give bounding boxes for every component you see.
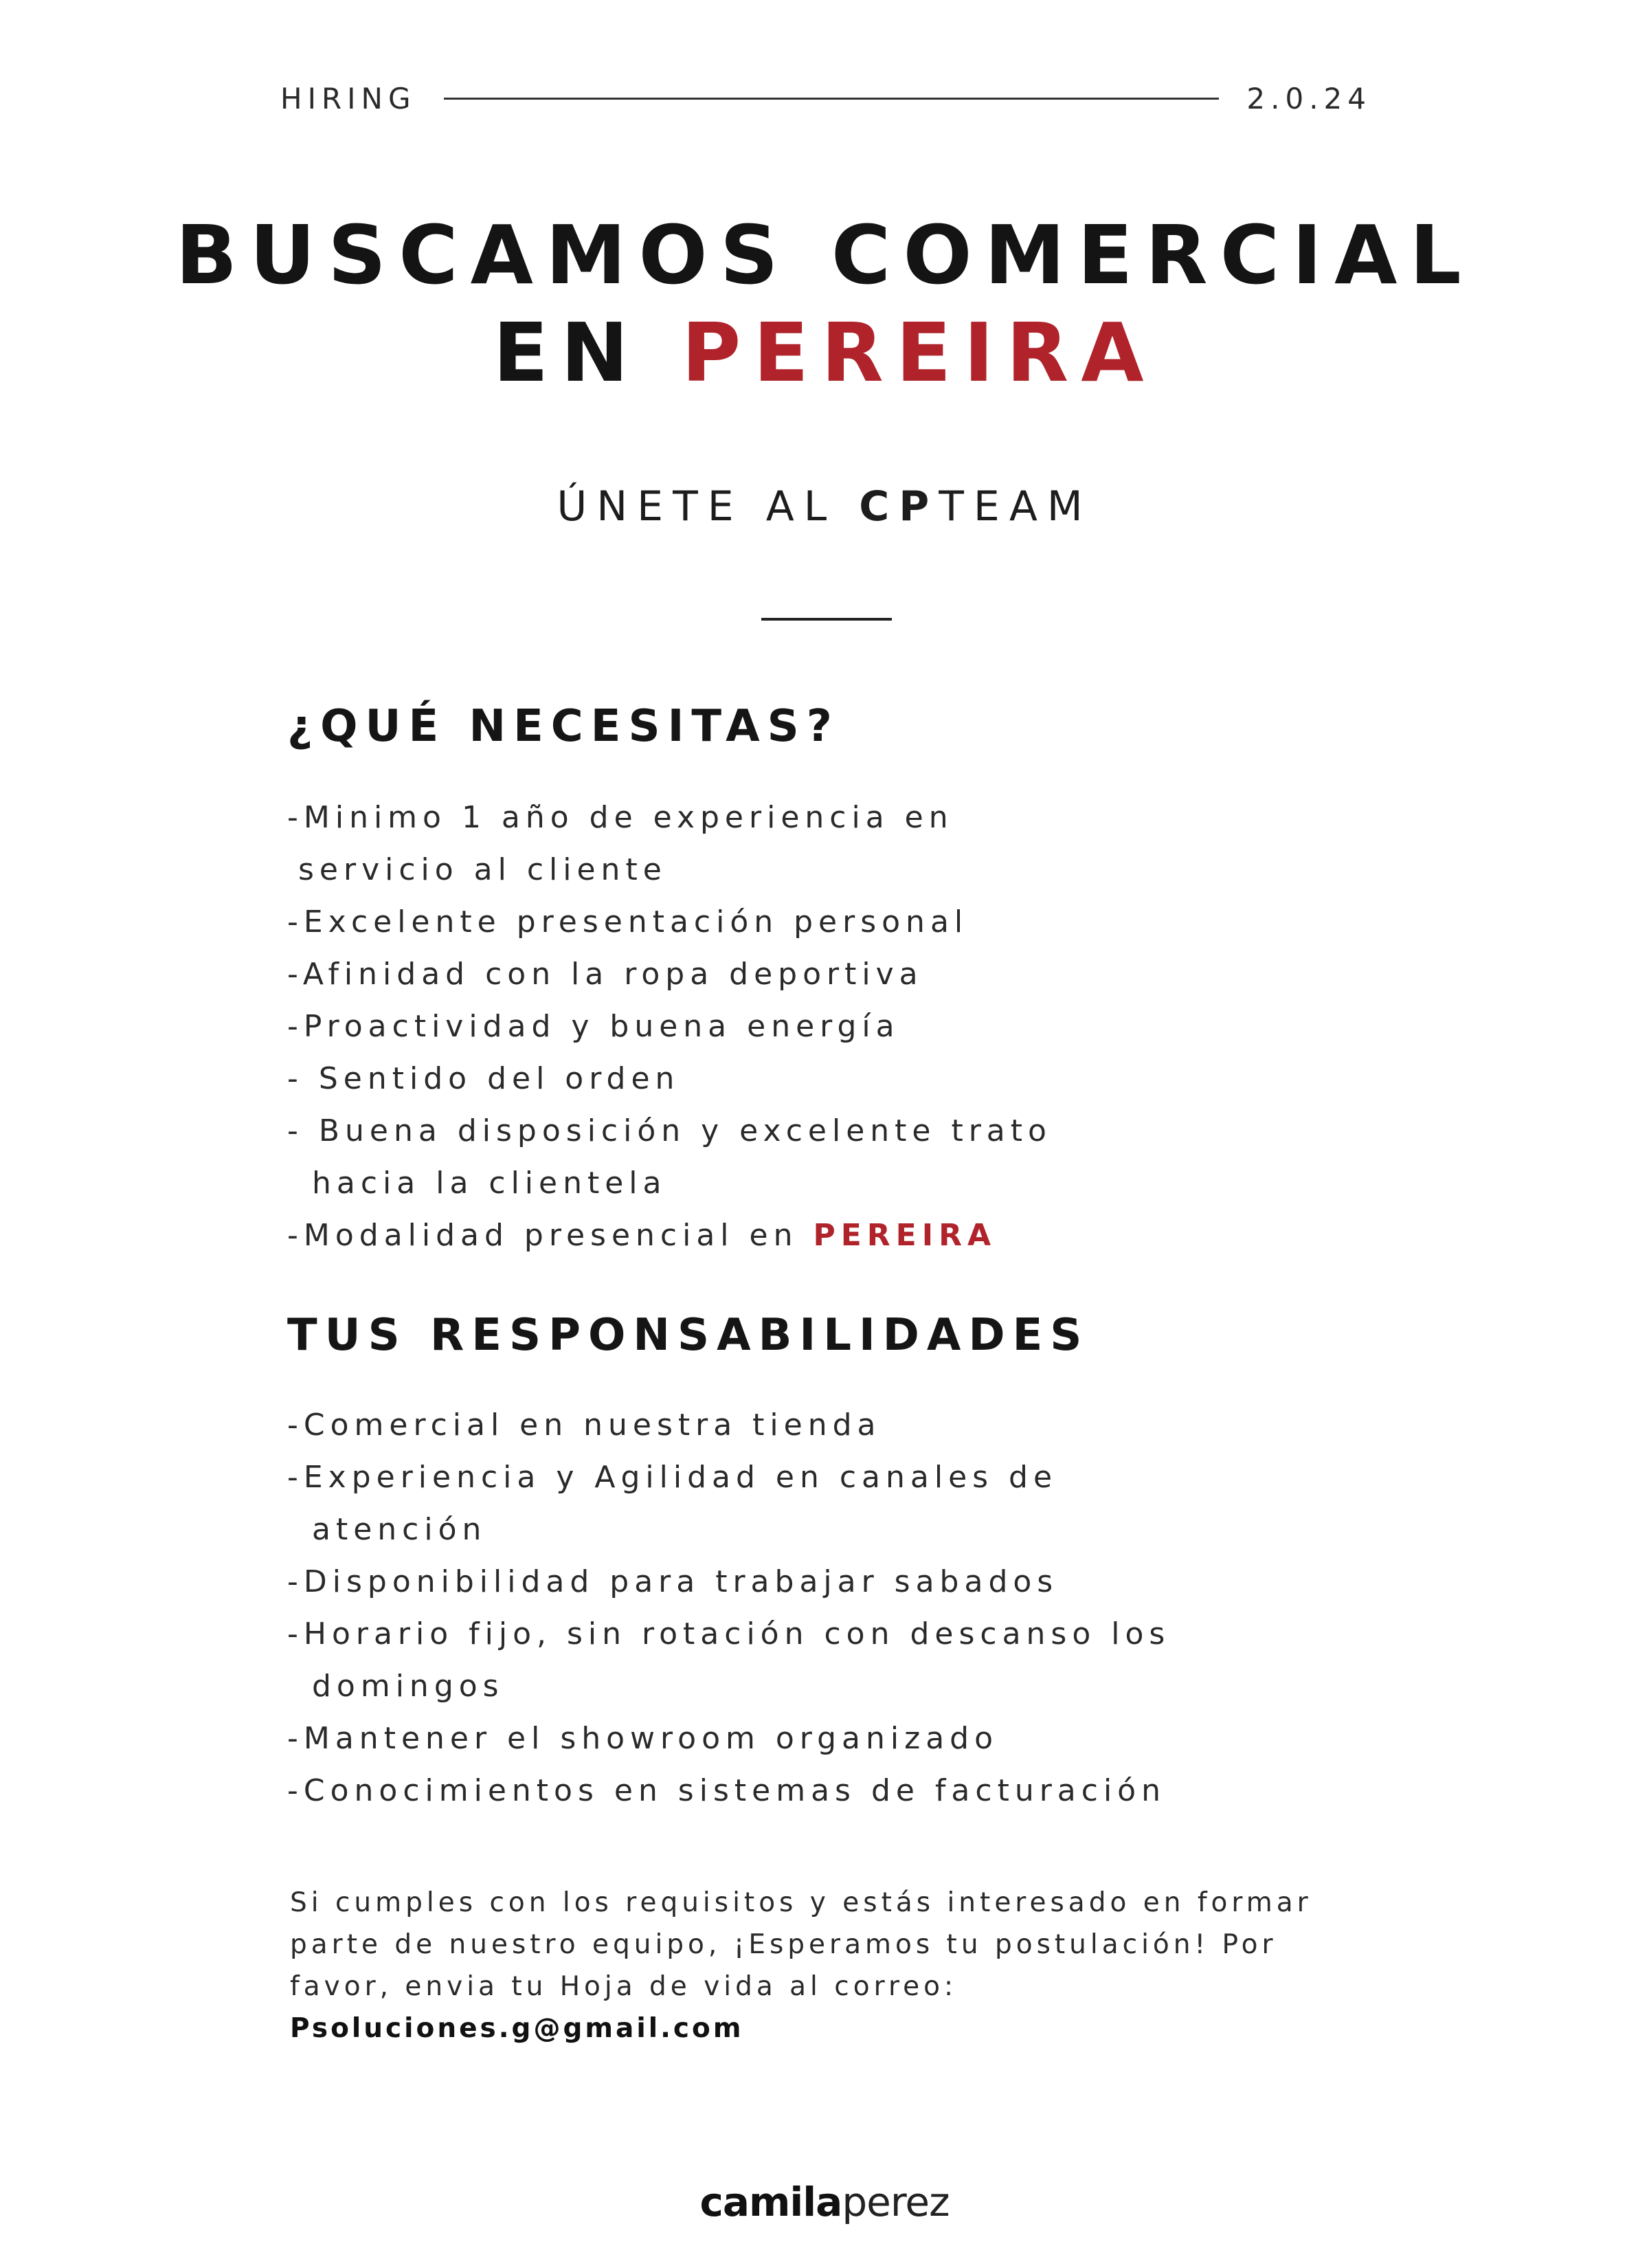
requirements-heading: ¿QUÉ NECESITAS? <box>287 701 840 752</box>
header-divider <box>444 98 1220 100</box>
list-item: hacia la clientela <box>312 1166 667 1201</box>
contact-email: Psoluciones.g@gmail.com <box>290 2013 744 2044</box>
list-item: -Minimo 1 año de experiencia en <box>287 800 954 835</box>
closing-line-2: parte de nuestro equipo, ¡Esperamos tu postulación! Por <box>290 1929 1277 1960</box>
list-item: -Disponibilidad para trabajar sabados <box>287 1564 1059 1599</box>
subtitle-suffix: TEAM <box>939 482 1092 531</box>
modality-city: PEREIRA <box>813 1218 996 1253</box>
responsibilities-list <box>287 1399 1170 1817</box>
title-line-1: BUSCAMOS COMERCIAL <box>175 208 1474 302</box>
closing-line-3 <box>290 1966 1403 2049</box>
brand-part-1: camila <box>699 2179 842 2225</box>
list-item: - Buena disposición y excelente trato <box>287 1113 1052 1148</box>
list-item: atención <box>312 1512 487 1547</box>
title-line-2-prefix: EN <box>493 305 682 400</box>
list-item: -Conocimientos en sistemas de facturación <box>287 1773 1166 1808</box>
brand-logo <box>0 2179 1649 2225</box>
list-item: - Sentido del orden <box>287 1061 680 1096</box>
closing-line-1: Si cumples con los requisitos y estás interesado en formar <box>290 1887 1312 1918</box>
list-item: servicio al cliente <box>298 852 667 887</box>
hiring-label: HIRING <box>280 81 416 115</box>
modality-text: -Modalidad presencial en <box>287 1218 814 1253</box>
brand-part-2: perez <box>842 2179 950 2225</box>
section-divider <box>761 618 892 621</box>
list-item <box>287 1210 1052 1262</box>
list-item: -Proactividad y buena energía <box>287 1009 900 1044</box>
closing-line-3-text: favor, envia tu Hoja de vida al correo: <box>290 1971 958 2002</box>
list-item: -Horario fijo, sin rotación con descanso los <box>287 1616 1171 1652</box>
title-city: PEREIRA <box>681 305 1156 400</box>
date-label: 2.0.24 <box>1246 81 1371 115</box>
list-item: -Mantener el showroom organizado <box>287 1721 999 1756</box>
title-line-2 <box>0 304 1649 401</box>
list-item: -Afinidad con la ropa deportiva <box>287 957 923 992</box>
list-item: -Experiencia y Agilidad en canales de <box>287 1460 1058 1495</box>
requirements-list <box>287 792 1052 1262</box>
subtitle-prefix: ÚNETE AL <box>557 482 860 531</box>
subtitle-bold: CP <box>859 482 939 531</box>
page-title <box>0 206 1649 401</box>
responsibilities-heading: TUS RESPONSABILIDADES <box>287 1310 1090 1361</box>
subtitle <box>0 482 1649 531</box>
list-item: -Comercial en nuestra tienda <box>287 1408 882 1443</box>
list-item: -Excelente presentación personal <box>287 904 969 940</box>
list-item: domingos <box>312 1669 504 1704</box>
header-bar <box>280 79 1371 118</box>
closing-paragraph <box>290 1882 1403 2049</box>
